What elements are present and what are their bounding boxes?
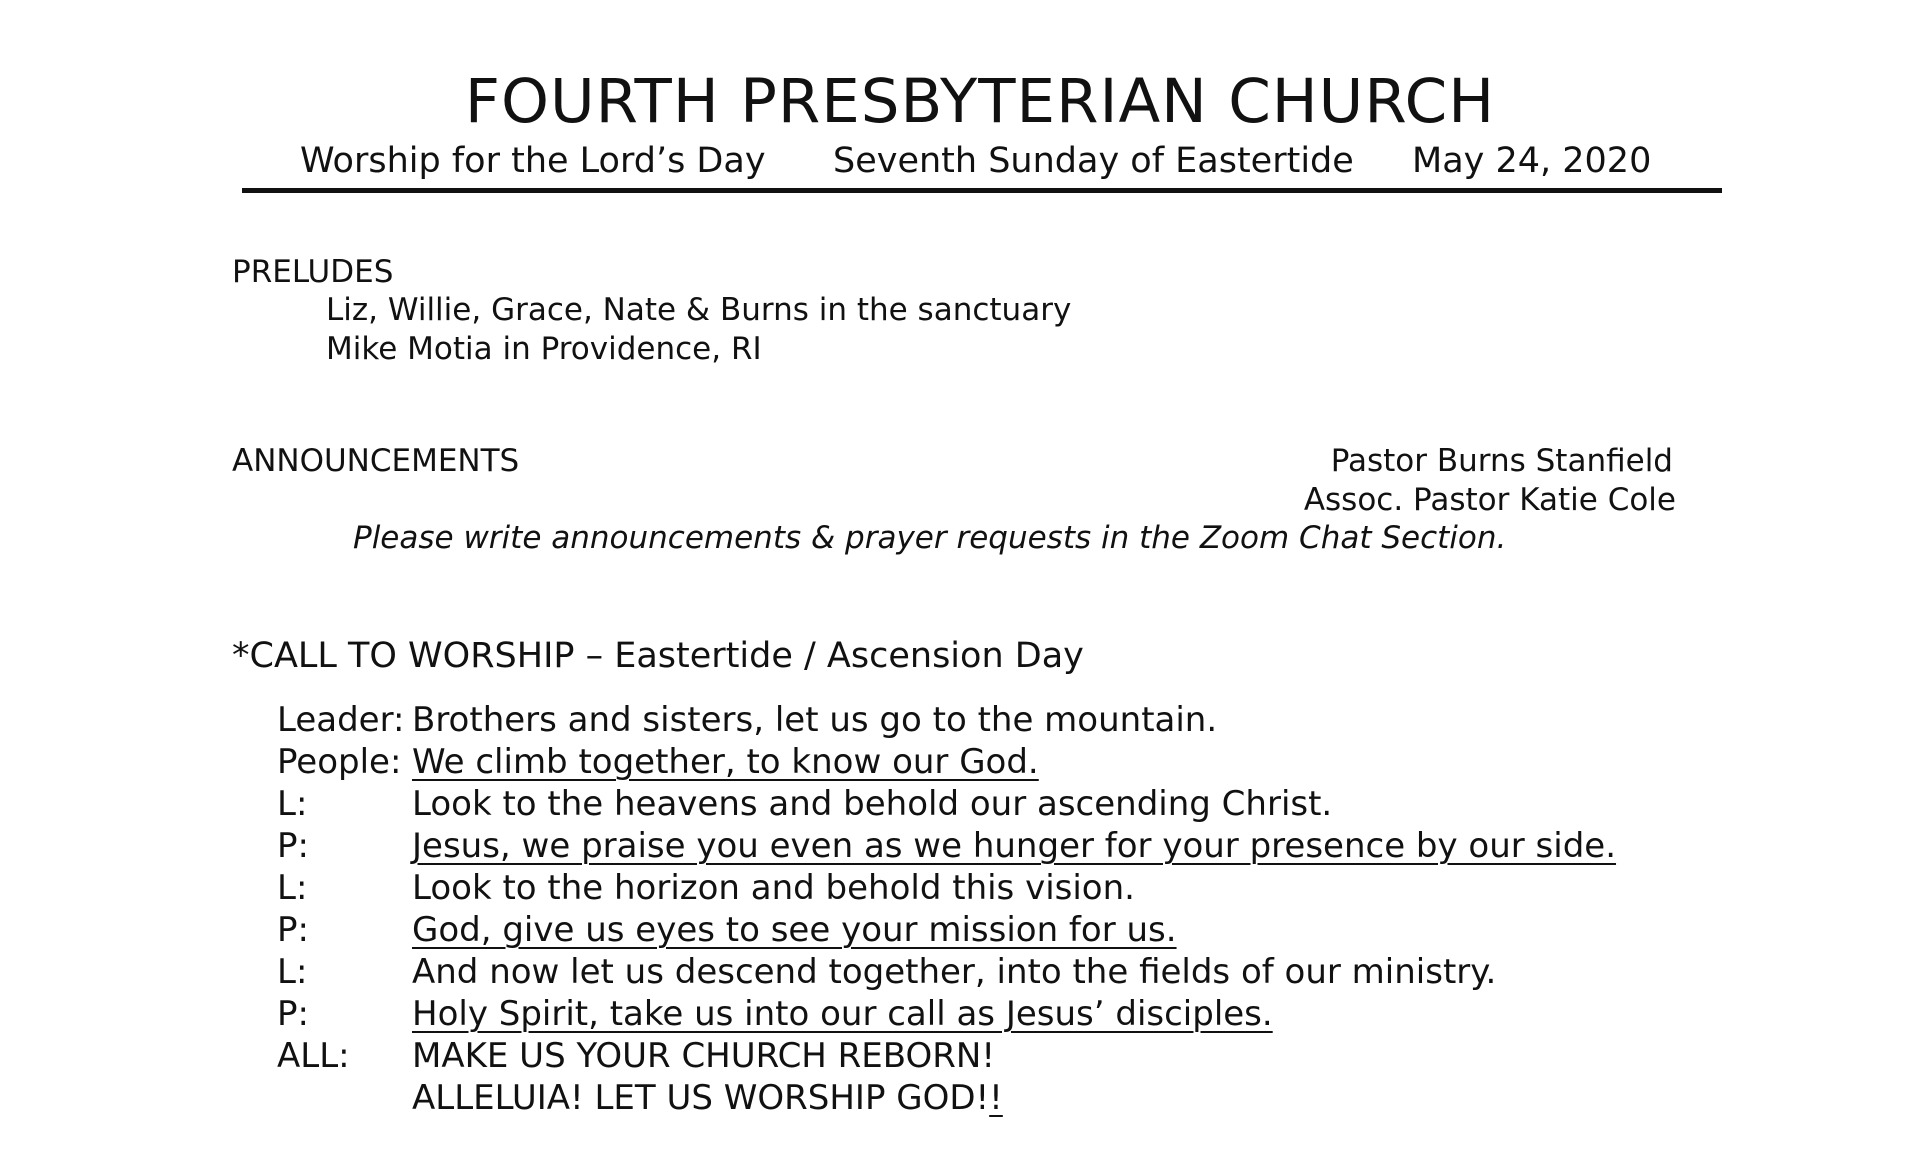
litany-role: P: xyxy=(277,826,309,866)
litany-text: Brothers and sisters, let us go to the mountain. xyxy=(412,700,1218,740)
announcements-leader: Assoc. Pastor Katie Cole xyxy=(1303,482,1676,518)
announcements-note: Please write announcements & prayer requests in the Zoom Chat Section. xyxy=(353,520,1507,556)
litany-role: Leader: xyxy=(277,700,405,740)
litany-role: People: xyxy=(277,742,402,782)
service-date: May 24, 2020 xyxy=(1412,141,1652,181)
header-divider xyxy=(242,188,1722,193)
service-occasion: Seventh Sunday of Eastertide xyxy=(833,141,1354,181)
litany-text xyxy=(412,1078,1003,1118)
litany-text-end: ! xyxy=(989,1078,1003,1118)
preludes-heading: PRELUDES xyxy=(232,254,394,290)
prelude-line: Mike Motia in Providence, RI xyxy=(326,331,762,367)
litany-role: L: xyxy=(277,952,308,992)
litany-text: Look to the heavens and behold our ascending Christ. xyxy=(412,784,1333,824)
litany-text: Look to the horizon and behold this vision. xyxy=(412,868,1135,908)
litany-text: We climb together, to know our God. xyxy=(412,742,1039,782)
litany-text: And now let us descend together, into the fields of our ministry. xyxy=(412,952,1497,992)
announcements-heading: ANNOUNCEMENTS xyxy=(232,443,520,479)
litany-text: MAKE US YOUR CHURCH REBORN! xyxy=(412,1036,995,1076)
announcements-leader: Pastor Burns Stanfield xyxy=(1330,443,1673,479)
call-to-worship-heading: *CALL TO WORSHIP – Eastertide / Ascension Day xyxy=(232,636,1084,676)
litany-text: God, give us eyes to see your mission for us. xyxy=(412,910,1177,950)
litany-role: P: xyxy=(277,910,309,950)
litany-text: Jesus, we praise you even as we hunger for your presence by our side. xyxy=(412,826,1617,866)
litany-role: P: xyxy=(277,994,309,1034)
litany-text: Holy Spirit, take us into our call as Jesus’ disciples. xyxy=(412,994,1273,1034)
service-name: Worship for the Lord’s Day xyxy=(300,141,766,181)
litany-text-main: ALLELUIA! LET US WORSHIP GOD! xyxy=(412,1078,990,1118)
litany-role: L: xyxy=(277,784,308,824)
litany-role: ALL: xyxy=(277,1036,350,1076)
prelude-line: Liz, Willie, Grace, Nate & Burns in the sanctuary xyxy=(326,292,1072,328)
litany-role: L: xyxy=(277,868,308,908)
church-title: FOURTH PRESBYTERIAN CHURCH xyxy=(464,66,1496,137)
